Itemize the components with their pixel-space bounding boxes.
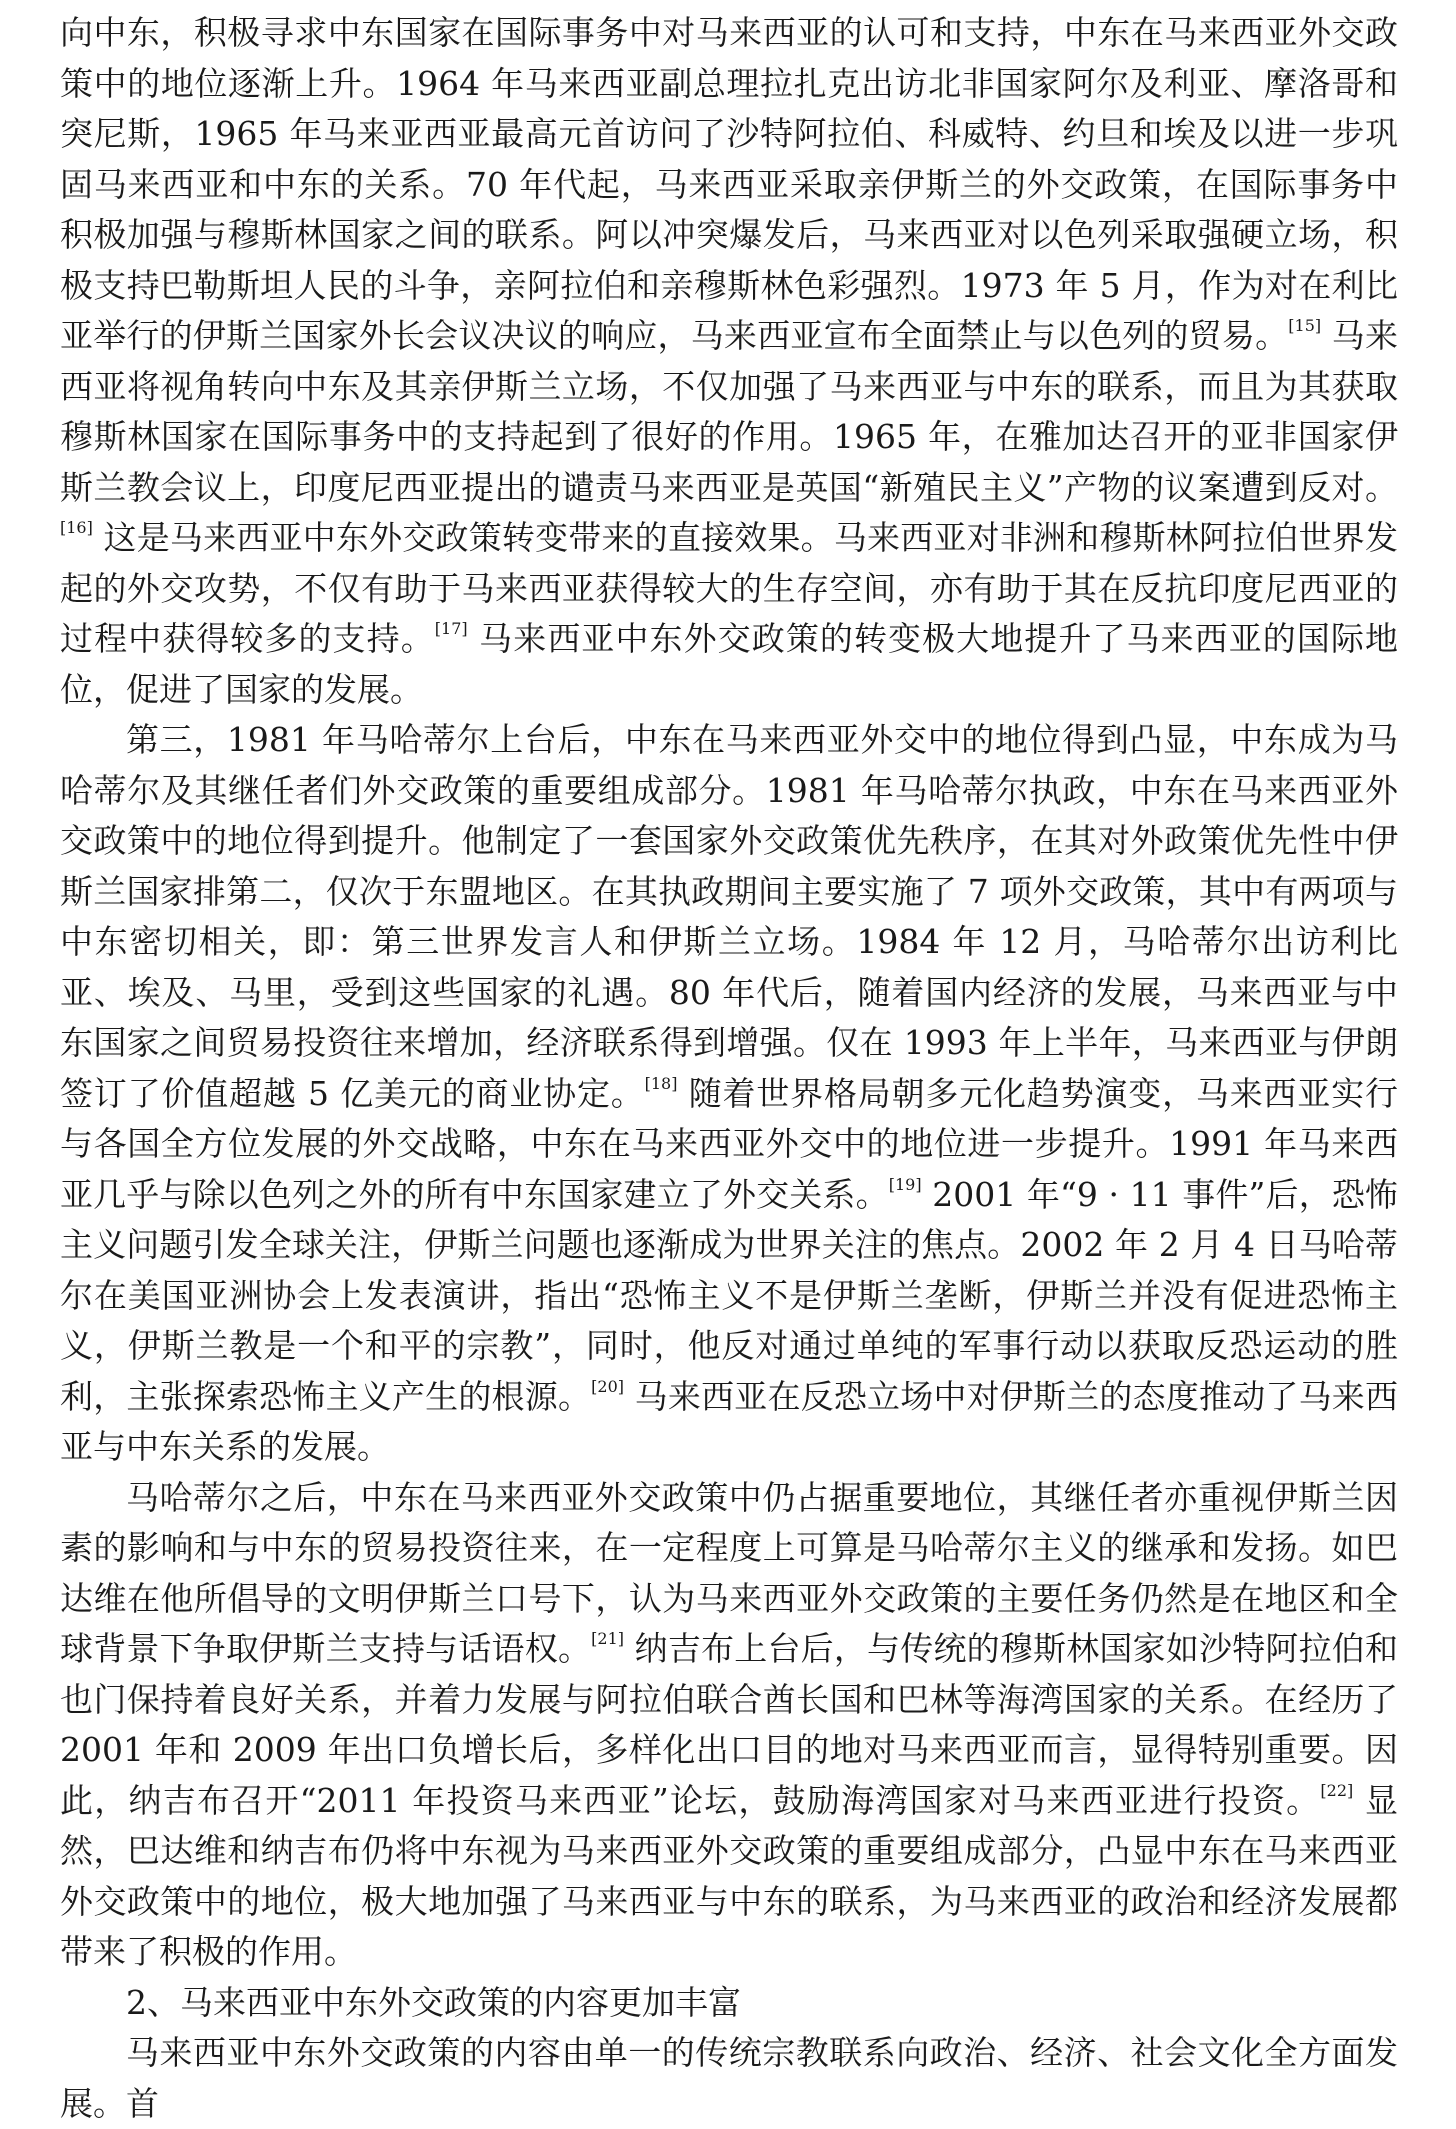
paragraph xyxy=(60,715,1398,1473)
paragraph xyxy=(60,2028,1398,2129)
citation-ref: [19] xyxy=(888,1174,922,1194)
text-run: 第三，1981 年马哈蒂尔上台后，中东在马来西亚外交中的地位得到凸显，中东成为马哈蒂尔及其继任者们外交政策的重要组成部分。1981 年马哈蒂尔执政，中东在马来西亚外交政策中的地位得到提升。他制定了一套国家外交政策优先秩序，在其对外政策优先性中伊斯兰国家排第二，仅次于东盟地区。在其执政期间主要实施了 7 项外交政策，其中有两项与中东密切相关，即：第三世界发言人和伊斯兰立场。1984 年 12 月，马哈蒂尔出访利比亚、埃及、马里，受到这些国家的礼遇。80 年代后，随着国内经济的发展，马来西亚与中东国家之间贸易投资往来增加，经济联系得到增强。仅在 1993 年上半年，马来西亚与伊朗签订了价值超越 5 亿美元的商业协定。 xyxy=(60,720,1398,1113)
text-run: 马来西亚将视角转向中东及其亲伊斯兰立场，不仅加强了马来西亚与中东的联系，而且为其获取穆斯林国家在国际事务中的支持起到了很好的作用。1965 年，在雅加达召开的亚非国家伊斯兰教会议上，印度尼西亚提出的谴责马来西亚是英国“新殖民主义”产物的议案遭到反对。 xyxy=(60,316,1398,507)
citation-ref: [22] xyxy=(1320,1780,1354,1800)
citation-ref: [20] xyxy=(591,1376,624,1396)
citation-ref: [15] xyxy=(1288,316,1322,335)
citation-ref: [21] xyxy=(591,1629,624,1648)
paragraph xyxy=(60,1473,1398,1978)
text-run: 这是马来西亚中东外交政策转变带来的直接效果。马来西亚对非洲和穆斯林阿拉伯世界发起的外交攻势，不仅有助于马来西亚获得较大的生存空间，亦有助于其在反抗印度尼西亚的过程中获得较多的支持。 xyxy=(60,518,1398,658)
text-run: 2001 年“9 · 11 事件”后，恐怖主义问题引发全球关注，伊斯兰问题也逐渐成为世界关注的焦点。2002 年 2 月 4 日马哈蒂尔在美国亚洲协会上发表演讲，指出“恐怖主义不是伊斯兰垄断，伊斯兰并没有促进恐怖主义，伊斯兰教是一个和平的宗教”，同时，他反对通过单纯的军事行动以获取反恐运动的胜利，主张探索恐怖主义产生的根源。 xyxy=(60,1174,1398,1416)
paragraph xyxy=(60,8,1398,715)
text-run: 马哈蒂尔之后，中东在马来西亚外交政策中仍占据重要地位，其继任者亦重视伊斯兰因素的影响和与中东的贸易投资往来，在一定程度上可算是马哈蒂尔主义的继承和发扬。如巴达维在他所倡导的文明伊斯兰口号下，认为马来西亚外交政策的主要任务仍然是在地区和全球背景下争取伊斯兰支持与话语权。 xyxy=(60,1477,1398,1668)
citation-ref: [18] xyxy=(644,1073,678,1093)
text-run: 马来西亚中东外交政策的内容由单一的传统宗教联系向政治、经济、社会文化全方面发展。首 xyxy=(60,2033,1398,2123)
text-run: 向中东，积极寻求中东国家在国际事务中对马来西亚的认可和支持，中东在马来西亚外交政策中的地位逐渐上升。1964 年马来西亚副总理拉扎克出访北非国家阿尔及利亚、摩洛哥和突尼斯，1965 年马来亚西亚最高元首访问了沙特阿拉伯、科威特、约旦和埃及以进一步巩固马来西亚和中东的关系。70 年代起，马来西亚采取亲伊斯兰的外交政策，在国际事务中积极加强与穆斯林国家之间的联系。阿以冲突爆发后，马来西亚对以色列采取强硬立场，积极支持巴勒斯坦人民的斗争，亲阿拉伯和亲穆斯林色彩强烈。1973 年 5 月，作为对在利比亚举行的伊斯兰国家外长会议决议的响应，马来西亚宣布全面禁止与以色列的贸易。 xyxy=(60,13,1398,355)
text-run: 马来西亚在反恐立场中对伊斯兰的态度推动了马来西亚与中东关系的发展。 xyxy=(60,1376,1399,1466)
text-run: 马来西亚中东外交政策的转变极大地提升了马来西亚的国际地位，促进了国家的发展。 xyxy=(60,619,1399,709)
citation-ref: [16] xyxy=(60,518,93,537)
text-run: 随着世界格局朝多元化趋势演变，马来西亚实行与各国全方位发展的外交战略，中东在马来西亚外交中的地位进一步提升。1991 年马来西亚几乎与除以色列之外的所有中东国家建立了外交关系。 xyxy=(60,1073,1398,1214)
text-run: 纳吉布上台后，与传统的穆斯林国家如沙特阿拉伯和也门保持着良好关系，并着力发展与阿拉伯联合酋长国和巴林等海湾国家的关系。在经历了 2001 年和 2009 年出口负增长后，多样化出口目的地对马来西亚而言，显得特别重要。因此，纳吉布召开“2011 年投资马来西亚”论坛，鼓励海湾国家对马来西亚进行投资。 xyxy=(60,1629,1399,1820)
section-heading xyxy=(60,1978,1398,2029)
citation-ref: [17] xyxy=(434,619,468,638)
text-run: 2、马来西亚中东外交政策的内容更加丰富 xyxy=(126,1982,741,2022)
body-text xyxy=(60,8,1398,2129)
text-run: 显然，巴达维和纳吉布仍将中东视为马来西亚外交政策的重要组成部分，凸显中东在马来西亚外交政策中的地位，极大地加强了马来西亚与中东的联系，为马来西亚的政治和经济发展都带来了积极的作用。 xyxy=(60,1780,1398,1971)
